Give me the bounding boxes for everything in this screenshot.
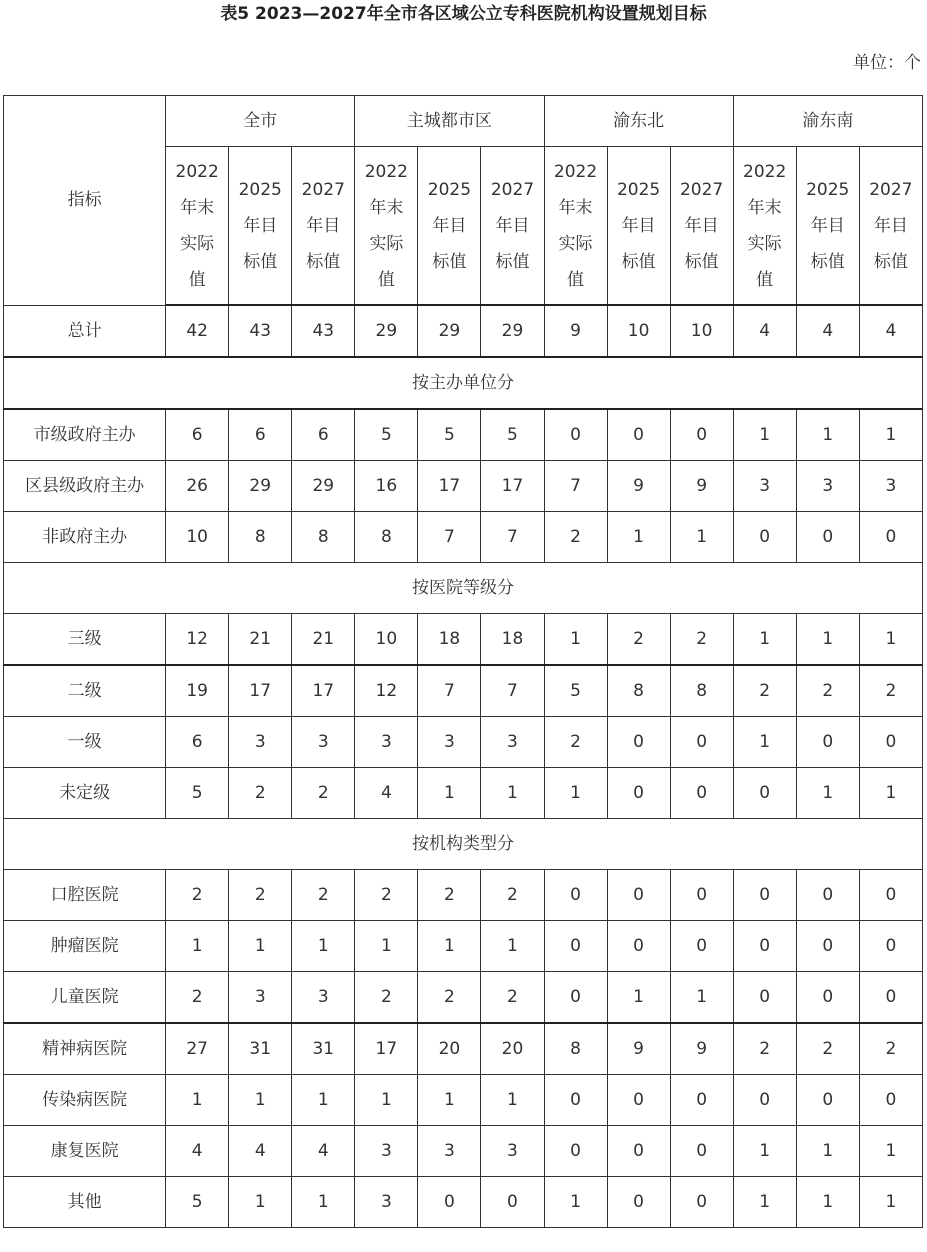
table-cell: 2 <box>544 717 607 768</box>
row-label: 其他 <box>4 1177 166 1228</box>
table-cell: 9 <box>544 305 607 357</box>
sub-header-cell <box>166 147 229 306</box>
row-label: 二级 <box>4 665 166 717</box>
table-cell: 1 <box>670 972 733 1024</box>
table-cell: 10 <box>166 512 229 563</box>
table-cell: 0 <box>796 512 859 563</box>
table-cell: 1 <box>859 1177 922 1228</box>
table-cell: 0 <box>544 1126 607 1177</box>
table-cell: 4 <box>859 305 922 357</box>
table-cell: 1 <box>544 614 607 666</box>
sub-header-line: 2022 <box>743 161 787 182</box>
group-header: 渝东南 <box>733 96 922 147</box>
table-cell: 7 <box>544 461 607 512</box>
table-cell: 0 <box>544 1075 607 1126</box>
sub-header-line: 标值 <box>810 251 845 272</box>
table-cell: 1 <box>796 614 859 666</box>
sub-header-line: 年末 <box>558 197 593 218</box>
table-cell: 3 <box>481 717 544 768</box>
table-cell: 0 <box>733 921 796 972</box>
table-cell: 3 <box>418 717 481 768</box>
table-cell: 8 <box>229 512 292 563</box>
table-cell: 19 <box>166 665 229 717</box>
table-cell: 2 <box>859 1023 922 1075</box>
section-row <box>4 819 923 870</box>
sub-header-cell <box>481 147 544 306</box>
table-cell: 0 <box>607 1126 670 1177</box>
table-cell: 1 <box>733 1126 796 1177</box>
table-cell: 8 <box>544 1023 607 1075</box>
table-cell: 3 <box>859 461 922 512</box>
table-cell: 0 <box>544 870 607 921</box>
table-cell: 3 <box>355 1177 418 1228</box>
table-cell: 1 <box>229 921 292 972</box>
table-cell: 29 <box>355 305 418 357</box>
table-cell: 4 <box>166 1126 229 1177</box>
section-label: 按主办单位分 <box>4 357 923 409</box>
sub-header-cell <box>229 147 292 306</box>
table-cell: 5 <box>166 768 229 819</box>
row-label: 儿童医院 <box>4 972 166 1024</box>
table-cell: 0 <box>859 1075 922 1126</box>
table-cell: 1 <box>544 768 607 819</box>
table-row <box>4 409 923 461</box>
row-label: 精神病医院 <box>4 1023 166 1075</box>
row-label: 三级 <box>4 614 166 666</box>
table-cell: 0 <box>733 768 796 819</box>
group-header: 渝东北 <box>544 96 733 147</box>
table-cell: 0 <box>859 717 922 768</box>
sub-header-line: 值 <box>756 269 774 290</box>
sub-header-line: 2025 <box>427 179 472 200</box>
table-cell: 0 <box>544 972 607 1024</box>
sub-header-line: 年目 <box>243 215 278 236</box>
sub-header-line: 年目 <box>306 215 341 236</box>
table-cell: 0 <box>481 1177 544 1228</box>
table-cell: 17 <box>292 665 355 717</box>
table-cell: 2 <box>418 870 481 921</box>
table-cell: 2 <box>733 1023 796 1075</box>
table-cell: 2 <box>859 665 922 717</box>
table-cell: 1 <box>796 768 859 819</box>
sub-header-line: 2025 <box>616 179 661 200</box>
table-cell: 0 <box>733 870 796 921</box>
table-cell: 0 <box>796 1075 859 1126</box>
table-cell: 3 <box>355 717 418 768</box>
row-label: 未定级 <box>4 768 166 819</box>
table-cell: 2 <box>166 972 229 1024</box>
table-cell: 1 <box>733 409 796 461</box>
table-cell: 2 <box>292 870 355 921</box>
row-label: 区县级政府主办 <box>4 461 166 512</box>
table-cell: 1 <box>229 1075 292 1126</box>
group-header: 全市 <box>166 96 355 147</box>
table-cell: 0 <box>607 921 670 972</box>
table-cell: 1 <box>355 1075 418 1126</box>
table-cell: 18 <box>481 614 544 666</box>
table-cell: 0 <box>544 921 607 972</box>
table-cell: 43 <box>229 305 292 357</box>
group-header: 主城都市区 <box>355 96 544 147</box>
table-cell: 0 <box>796 921 859 972</box>
table-cell: 7 <box>418 512 481 563</box>
table-cell: 0 <box>733 1075 796 1126</box>
sub-header-line: 年目 <box>432 215 467 236</box>
sub-header-line: 2022 <box>553 161 598 182</box>
table-cell: 0 <box>670 1126 733 1177</box>
table-cell: 2 <box>796 1023 859 1075</box>
table-cell: 1 <box>355 921 418 972</box>
table-cell: 2 <box>733 665 796 717</box>
table-cell: 31 <box>229 1023 292 1075</box>
table-cell: 1 <box>859 768 922 819</box>
table-cell: 1 <box>292 1075 355 1126</box>
table-cell: 0 <box>859 972 922 1024</box>
table-row <box>4 461 923 512</box>
table-cell: 1 <box>481 921 544 972</box>
table-cell: 2 <box>166 870 229 921</box>
table-cell: 29 <box>292 461 355 512</box>
group-header-row <box>4 96 923 147</box>
table-cell: 9 <box>670 1023 733 1075</box>
row-label: 康复医院 <box>4 1126 166 1177</box>
table-cell: 6 <box>292 409 355 461</box>
table-row <box>4 665 923 717</box>
table-cell: 0 <box>670 409 733 461</box>
table-cell: 1 <box>607 512 670 563</box>
table-cell: 0 <box>670 1075 733 1126</box>
table-cell: 29 <box>229 461 292 512</box>
sub-header-line: 2027 <box>301 179 345 200</box>
sub-header-line: 标值 <box>432 251 467 272</box>
table-cell: 0 <box>607 717 670 768</box>
table-cell: 29 <box>481 305 544 357</box>
table-cell: 42 <box>166 305 229 357</box>
table-cell: 8 <box>292 512 355 563</box>
table-cell: 2 <box>355 870 418 921</box>
table-cell: 7 <box>481 665 544 717</box>
unit-label: 单位：个 <box>853 53 921 73</box>
table-cell: 18 <box>418 614 481 666</box>
table-cell: 0 <box>859 870 922 921</box>
sub-header-line: 2022 <box>364 161 408 182</box>
sub-header-line: 年末 <box>747 197 782 218</box>
table-cell: 2 <box>544 512 607 563</box>
sub-header-cell <box>796 147 859 306</box>
table-cell: 0 <box>733 512 796 563</box>
table-cell: 0 <box>670 921 733 972</box>
table-cell: 2 <box>355 972 418 1024</box>
table-title: 表5 2023—2027年全市各区域公立专科医院机构设置规划目标 <box>220 4 707 24</box>
table-cell: 17 <box>418 461 481 512</box>
table-cell: 1 <box>733 717 796 768</box>
sub-header-line: 年末 <box>369 197 404 218</box>
table-cell: 1 <box>418 921 481 972</box>
row-label: 肿瘤医院 <box>4 921 166 972</box>
table-cell: 12 <box>166 614 229 666</box>
sub-header-line: 标值 <box>621 251 656 272</box>
row-label: 非政府主办 <box>4 512 166 563</box>
table-cell: 7 <box>418 665 481 717</box>
table-cell: 26 <box>166 461 229 512</box>
table-cell: 5 <box>418 409 481 461</box>
sub-header-line: 标值 <box>873 251 908 272</box>
sub-header-cell <box>292 147 355 306</box>
table-cell: 20 <box>418 1023 481 1075</box>
table-cell: 4 <box>796 305 859 357</box>
table-cell: 3 <box>418 1126 481 1177</box>
table-cell: 4 <box>229 1126 292 1177</box>
row-label: 一级 <box>4 717 166 768</box>
sub-header-line: 值 <box>377 269 395 290</box>
table-row <box>4 512 923 563</box>
table-cell: 17 <box>481 461 544 512</box>
sub-header-cell <box>418 147 481 306</box>
table-cell: 2 <box>481 870 544 921</box>
table-cell: 17 <box>355 1023 418 1075</box>
table-cell: 0 <box>607 1075 670 1126</box>
table-cell: 10 <box>670 305 733 357</box>
sub-header-line: 年末 <box>180 197 215 218</box>
table-cell: 2 <box>418 972 481 1024</box>
sub-header-cell <box>733 147 796 306</box>
table-cell: 1 <box>859 614 922 666</box>
table-cell: 1 <box>292 921 355 972</box>
table-cell: 6 <box>166 717 229 768</box>
table-cell: 1 <box>229 1177 292 1228</box>
table-cell: 1 <box>292 1177 355 1228</box>
table-cell: 6 <box>166 409 229 461</box>
sub-header-line: 实际 <box>747 233 782 254</box>
sub-header-line: 年目 <box>873 215 908 236</box>
sub-header-line: 年目 <box>495 215 530 236</box>
table-row <box>4 921 923 972</box>
table-cell: 1 <box>796 409 859 461</box>
table-cell: 1 <box>481 768 544 819</box>
table-cell: 2 <box>607 614 670 666</box>
sub-header-line: 2022 <box>175 161 219 182</box>
table-cell: 1 <box>166 1075 229 1126</box>
row-label: 口腔医院 <box>4 870 166 921</box>
table-cell: 3 <box>796 461 859 512</box>
sub-header-line: 2027 <box>679 179 724 200</box>
table-cell: 5 <box>481 409 544 461</box>
table-cell: 0 <box>796 870 859 921</box>
table-cell: 20 <box>481 1023 544 1075</box>
table-cell: 4 <box>292 1126 355 1177</box>
sub-header-line: 标值 <box>243 251 278 272</box>
sub-header-line: 2025 <box>238 179 282 200</box>
table-cell: 0 <box>796 972 859 1024</box>
sub-header-line: 2027 <box>490 179 535 200</box>
table-cell: 0 <box>859 921 922 972</box>
row-label: 总计 <box>4 305 166 357</box>
table-cell: 1 <box>607 972 670 1024</box>
planning-table <box>3 95 923 1228</box>
table-cell: 17 <box>229 665 292 717</box>
table-cell: 1 <box>796 1126 859 1177</box>
table-row <box>4 870 923 921</box>
sub-header-cell <box>670 147 733 306</box>
sub-header-line: 标值 <box>684 251 719 272</box>
sub-header-line: 年目 <box>684 215 719 236</box>
table-cell: 0 <box>418 1177 481 1228</box>
table-cell: 3 <box>292 972 355 1024</box>
table-cell: 1 <box>544 1177 607 1228</box>
table-cell: 3 <box>229 972 292 1024</box>
table-cell: 0 <box>607 1177 670 1228</box>
sub-header-line: 实际 <box>369 233 404 254</box>
table-cell: 29 <box>418 305 481 357</box>
table-cell: 0 <box>733 972 796 1024</box>
table-cell: 3 <box>733 461 796 512</box>
table-cell: 1 <box>733 1177 796 1228</box>
table-cell: 8 <box>355 512 418 563</box>
table-cell: 16 <box>355 461 418 512</box>
sub-header-cell <box>544 147 607 306</box>
sub-header-line: 2025 <box>806 179 850 200</box>
sub-header-cell <box>859 147 922 306</box>
table-cell: 10 <box>607 305 670 357</box>
table-cell: 0 <box>670 768 733 819</box>
table-row <box>4 768 923 819</box>
table-cell: 31 <box>292 1023 355 1075</box>
table-row <box>4 972 923 1024</box>
table-cell: 4 <box>355 768 418 819</box>
table-cell: 2 <box>481 972 544 1024</box>
table-row <box>4 1023 923 1075</box>
row-label: 市级政府主办 <box>4 409 166 461</box>
section-label: 按医院等级分 <box>4 563 923 614</box>
table-cell: 2 <box>229 768 292 819</box>
table-row <box>4 1075 923 1126</box>
table-cell: 2 <box>796 665 859 717</box>
table-cell: 0 <box>670 717 733 768</box>
table-cell: 3 <box>481 1126 544 1177</box>
sub-header-cell <box>355 147 418 306</box>
table-cell: 2 <box>670 614 733 666</box>
table-cell: 6 <box>229 409 292 461</box>
table-row <box>4 717 923 768</box>
sub-header-line: 标值 <box>495 251 530 272</box>
table-cell: 1 <box>670 512 733 563</box>
table-cell: 5 <box>355 409 418 461</box>
sub-header-cell <box>607 147 670 306</box>
table-cell: 3 <box>229 717 292 768</box>
row-label: 传染病医院 <box>4 1075 166 1126</box>
table-cell: 3 <box>355 1126 418 1177</box>
sub-header-line: 标值 <box>306 251 341 272</box>
table-cell: 1 <box>859 1126 922 1177</box>
table-cell: 0 <box>796 717 859 768</box>
section-label: 按机构类型分 <box>4 819 923 870</box>
table-cell: 0 <box>670 870 733 921</box>
table-cell: 1 <box>733 614 796 666</box>
table-cell: 9 <box>607 461 670 512</box>
sub-header-line: 年目 <box>621 215 656 236</box>
table-cell: 1 <box>166 921 229 972</box>
section-row <box>4 563 923 614</box>
sub-header-line: 年目 <box>810 215 845 236</box>
sub-header-line: 实际 <box>180 233 215 254</box>
sub-header-line: 实际 <box>558 233 593 254</box>
table-cell: 0 <box>859 512 922 563</box>
table-cell: 27 <box>166 1023 229 1075</box>
table-cell: 3 <box>292 717 355 768</box>
table-row <box>4 1177 923 1228</box>
table-row <box>4 305 923 357</box>
table-cell: 1 <box>796 1177 859 1228</box>
table-cell: 5 <box>166 1177 229 1228</box>
sub-header-line: 值 <box>567 269 585 290</box>
table-cell: 2 <box>229 870 292 921</box>
table-row <box>4 614 923 666</box>
table-cell: 1 <box>418 1075 481 1126</box>
table-cell: 1 <box>859 409 922 461</box>
table-cell: 0 <box>544 409 607 461</box>
table-cell: 2 <box>292 768 355 819</box>
table-cell: 0 <box>607 768 670 819</box>
table-cell: 0 <box>607 870 670 921</box>
table-cell: 1 <box>481 1075 544 1126</box>
table-cell: 5 <box>544 665 607 717</box>
table-cell: 21 <box>229 614 292 666</box>
indicator-header: 指标 <box>4 96 166 306</box>
table-cell: 10 <box>355 614 418 666</box>
table-cell: 9 <box>670 461 733 512</box>
table-cell: 9 <box>607 1023 670 1075</box>
table-cell: 8 <box>670 665 733 717</box>
sub-header-line: 值 <box>188 269 206 290</box>
table-cell: 43 <box>292 305 355 357</box>
table-cell: 12 <box>355 665 418 717</box>
table-cell: 8 <box>607 665 670 717</box>
table-cell: 7 <box>481 512 544 563</box>
table-row <box>4 1126 923 1177</box>
table-cell: 0 <box>670 1177 733 1228</box>
table-cell: 21 <box>292 614 355 666</box>
table-cell: 1 <box>418 768 481 819</box>
table-cell: 0 <box>607 409 670 461</box>
section-row <box>4 357 923 409</box>
table-cell: 4 <box>733 305 796 357</box>
sub-header-line: 2027 <box>869 179 913 200</box>
